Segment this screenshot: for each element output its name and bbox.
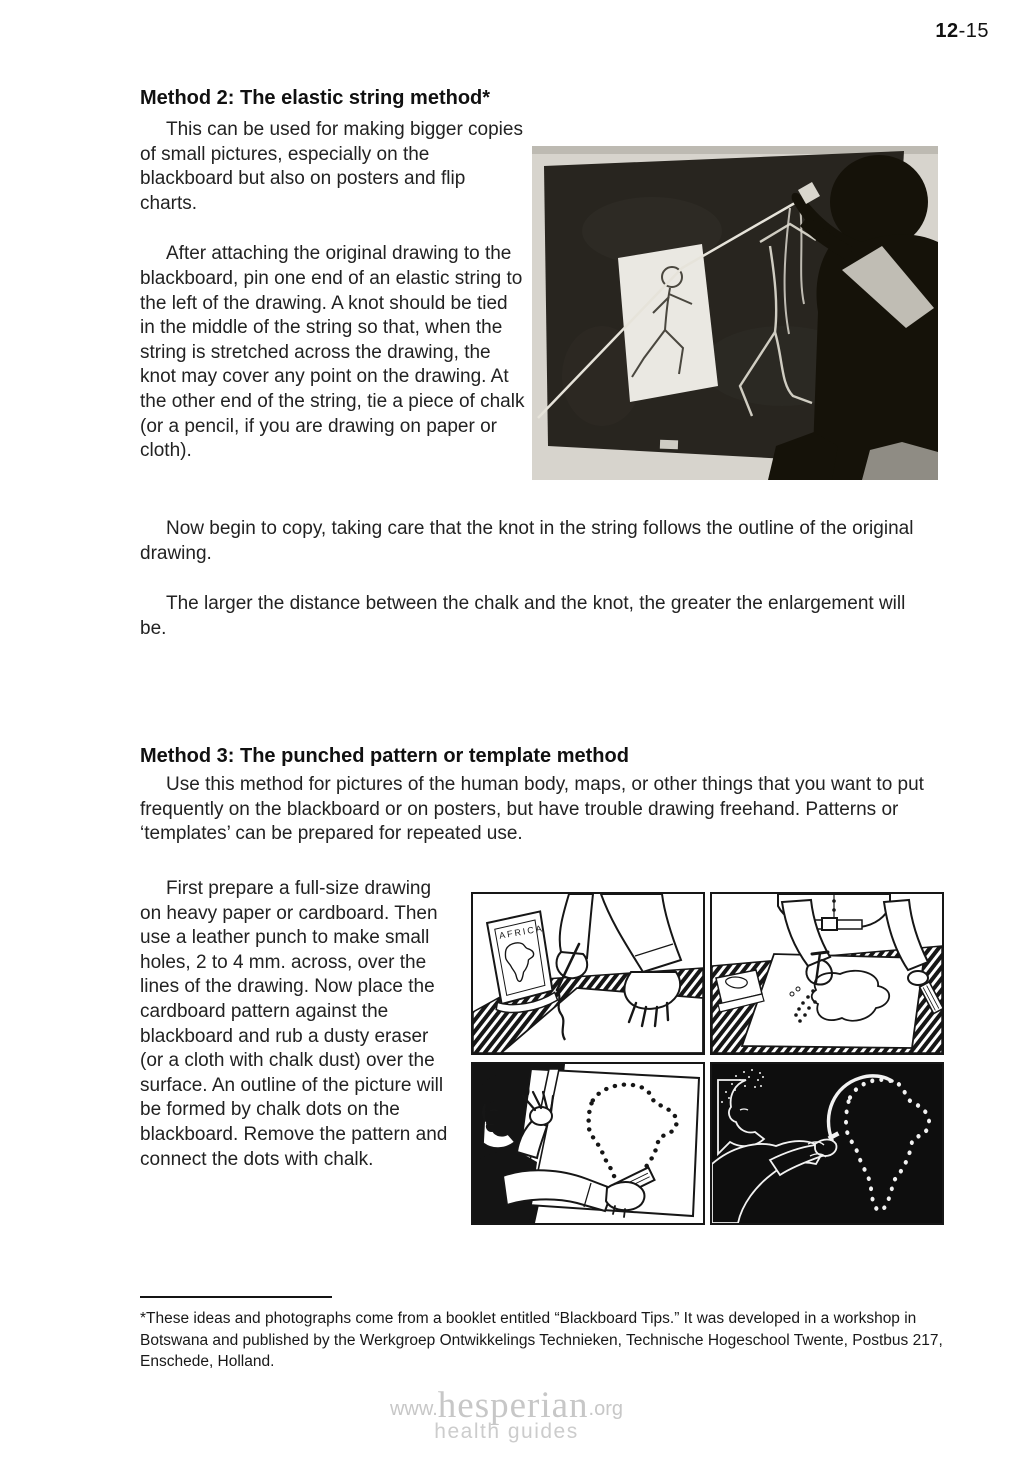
method2-paragraph-1: This can be used for making bigger copies of small pictures, especially on the blackboard but also on posters and flip charts. [140, 119, 523, 214]
method3-heading: Method 3: The punched pattern or template method [140, 744, 629, 767]
page-number [935, 20, 989, 43]
elastic-string-photo [532, 146, 938, 480]
rub-chalk-dust-art [473, 1064, 703, 1223]
connect-dots-art [712, 1064, 942, 1223]
page-number-rest: -15 [958, 20, 989, 42]
draw-original-art [473, 894, 703, 1053]
page-number-chapter: 12 [935, 20, 959, 42]
illustration-grid [471, 892, 944, 1225]
method3-paragraph-2: First prepare a full-size drawing on heavy paper or cardboard. Then use a leather punch to make small holes, 2 to 4 mm. across, over the lines of the drawing. Now place the cardboard pattern against the blackboard and rub a dusty eraser (or a cloth with chalk dust) over the surface. An outline of the picture will be formed by chalk dots on the blackboard. Remove the pattern and connect the dots with chalk. [140, 878, 448, 1170]
method2-paragraph-2: After attaching the original drawing to the blackboard, pin one end of an elastic string to the left of the drawing. A knot should be tied in the middle of the string so that, when the string is stretched across the drawing, the knot may cover any point on the drawing. At the other end of the string, tie a piece of chalk (or a pencil, if you are drawing on paper or cloth). [140, 243, 525, 462]
hesperian-watermark [0, 1386, 1013, 1444]
method3-paragraph-1: Use this method for pictures of the human body, maps, or other things that you want to put frequently on the blackboard or on posters, but have trouble drawing freehand. Patterns or ‘templates’ can be prepared for repeated use. [140, 774, 924, 845]
method3-text-column [140, 877, 448, 1198]
method2-paragraph-3: Now begin to copy, taking care that the knot in the string follows the outline of the original drawing. [140, 518, 914, 564]
illustration-connect-dots [710, 1062, 944, 1225]
illustration-punch-holes [710, 892, 944, 1055]
watermark-www: www. [389, 1398, 438, 1420]
watermark-org: .org [588, 1398, 624, 1420]
method2-text-column [140, 118, 526, 490]
watermark-brand: hesperian [437, 1385, 589, 1426]
elastic-string-photo-art [532, 146, 938, 480]
illustration-draw-original [471, 892, 705, 1055]
method2-paragraph-4: The larger the distance between the chalk and the knot, the greater the enlargement will be. [140, 593, 906, 639]
illustration-rub-chalk-dust [471, 1062, 705, 1225]
footnote-text: *These ideas and photographs come from a booklet entitled “Blackboard Tips.” It was developed in a workshop in Botswana and published by the Werkgroep Ontwikkelings Technieken, Technische Hogeschool Twente, Postbus 217, Enschede, Holland. [140, 1310, 943, 1370]
footnote-rule [140, 1296, 332, 1298]
watermark-tagline: health guides [434, 1420, 579, 1443]
africa-book-label: AFRICA [498, 923, 545, 941]
method2-heading: Method 2: The elastic string method* [140, 86, 491, 109]
punch-holes-art [712, 894, 942, 1053]
